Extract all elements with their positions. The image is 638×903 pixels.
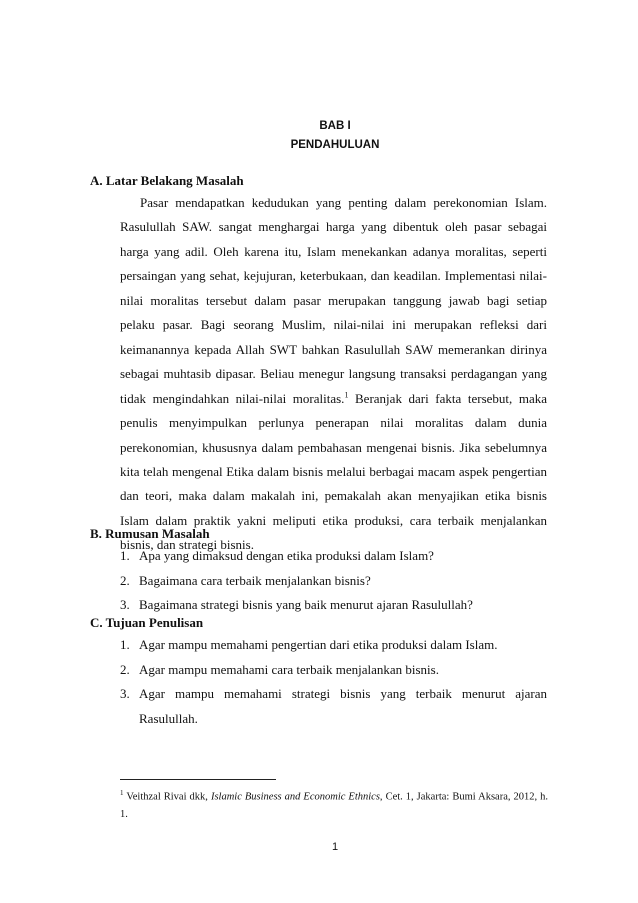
footnote-marker: 1: [120, 789, 124, 797]
list-item-number: 1.: [120, 637, 130, 652]
problem-list: [120, 544, 547, 618]
list-item-number: 3.: [120, 597, 130, 612]
list-item-text: Agar mampu memahami cara terbaik menjalankan bisnis.: [139, 661, 439, 677]
list-item-text: Apa yang dimaksud dengan etika produksi dalam Islam?: [139, 548, 434, 563]
list-item-number: 1.: [120, 548, 130, 563]
list-item: [120, 633, 547, 658]
list-item: [120, 682, 547, 731]
background-paragraph: [120, 191, 547, 558]
list-item-text: Bagaimana strategi bisnis yang baik menurut ajaran Rasulullah?: [139, 597, 473, 612]
footnote-book-title: Islamic Business and Economic Ethnics: [210, 791, 380, 803]
list-item-number: 2.: [120, 661, 130, 677]
background-text-part2: Beranjak dari fakta tersebut, maka penulis menyimpulkan perlunya penerapan nilai moralitas dalam dunia perekonomian, khususnya dalam pembahasan mengenai bisnis. Jika sebelumnya kita telah mengenal Etika dalam bisnis melalui berbagai macam aspek pengertian dan teori, maka dalam makalah ini, pemakalah akan menyajikan etika bisnis Islam dalam praktik yakni meliputi etika produksi, cara terbaik menjalankan bisnis, dan strategi bisnis.: [120, 390, 547, 553]
footnote-separator: [120, 779, 276, 780]
list-item-text: Agar mampu memahami strategi bisnis yang terbaik menurut ajaran Rasulullah.: [139, 686, 547, 726]
list-item: [120, 593, 547, 618]
footnote: [120, 785, 548, 823]
section-heading-problem: B. Rumusan Masalah: [90, 526, 210, 541]
page-number: 1: [331, 841, 339, 853]
list-item-number: 2.: [120, 572, 130, 588]
background-text-part1: Pasar mendapatkan kedudukan yang penting dalam perekonomian Islam. Rasulullah SAW. sangat menghargai harga yang dibentuk oleh pasar sebagai harga yang adil. Oleh karena itu, Islam menekankan adanya moralitas, seperti persaingan yang sehat, kejujuran, keterbukaan, dan keadilan. Implementasi nilai-nilai moralitas tersebut dalam pasar merupakan tanggung jawab bagi setiap pelaku pasar. Bagi seorang Muslim, nilai-nilai ini merupakan refleksi dari keimanannya kepada Allah SWT bahkan Rasulullah SAW memerankan dirinya sebagai muhtasib dipasar. Beliau menegur langsung transaksi perdagangan yang tidak mengindahkan nilai-nilai moralitas.: [120, 195, 547, 406]
footnote-details: , Cet. 1, Jakarta: Bumi Aksara, 2012, h. 1.: [120, 791, 549, 820]
footnote-reference[interactable]: 1: [344, 390, 349, 400]
chapter-number: BAB I: [319, 120, 351, 132]
objectives-list: [120, 633, 547, 731]
list-item-text: Agar mampu memahami pengertian dari etika produksi dalam Islam.: [139, 637, 498, 652]
section-heading-objectives: C. Tujuan Penulisan: [90, 615, 204, 630]
chapter-title: PENDAHULUAN: [290, 139, 380, 151]
footnote-author: Veithzal Rivai dkk,: [126, 791, 208, 803]
list-item: [120, 569, 547, 594]
section-heading-background: A. Latar Belakang Masalah: [90, 173, 244, 188]
list-item-number: 3.: [120, 686, 130, 701]
list-item: [120, 544, 547, 569]
list-item: [120, 658, 547, 683]
list-item-text: Bagaimana cara terbaik menjalankan bisnis?: [139, 572, 371, 588]
